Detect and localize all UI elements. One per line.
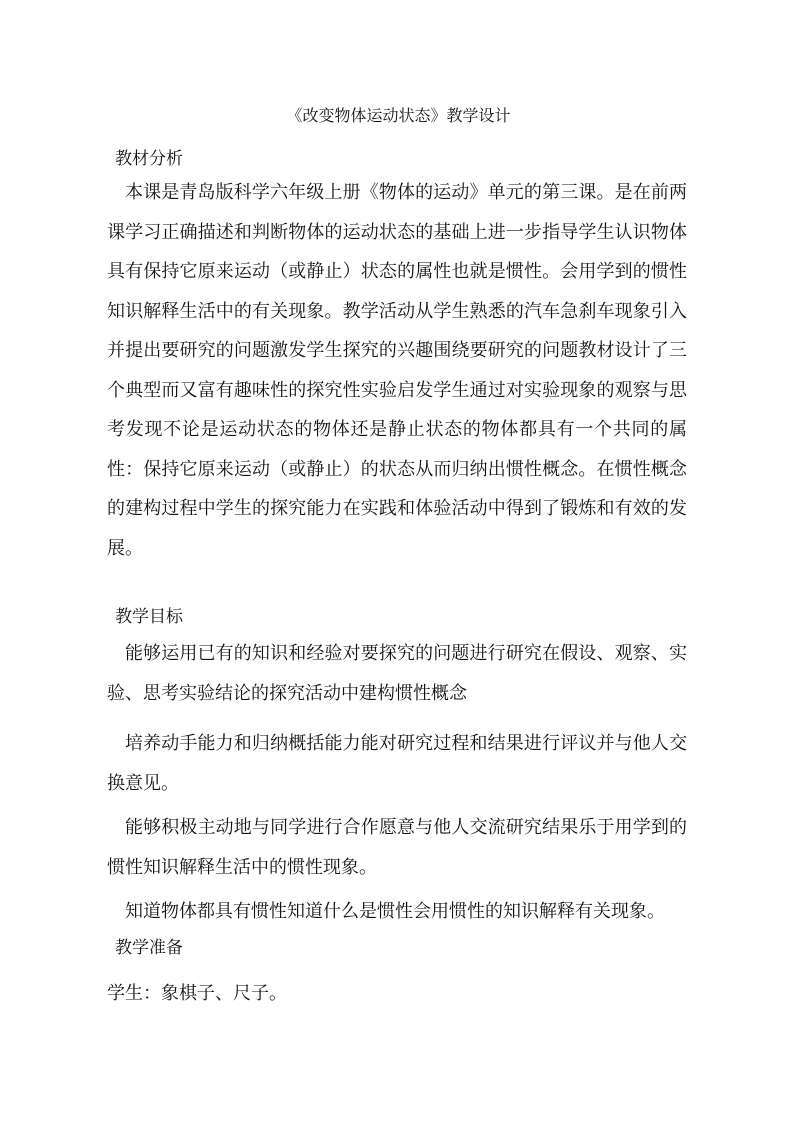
section-heading-teaching-goals: 教学目标 [115, 607, 183, 627]
section-heading-teaching-preparation: 教学准备 [115, 938, 183, 958]
paragraph-textbook-analysis: 本课是青岛版科学六年级上册《物体的运动》单元的第三课。是在前两课学习正确描述和判断物体的运动状态的基础上进一步指导学生认识物体具有保持它原来运动（或静止）状态的属性也就是惯性。会用学到的惯性知识解释生活中的有关现象。教学活动从学生熟悉的汽车急刹车现象引入并提出要研究的问题激发学生探究的兴趣围绕要研究的问题教材设计了三个典型而又富有趣味性的探究性实验启发学生通过对实验现象的观察与思考发现不论是运动状态的物体还是静止状态的物体都具有一个共同的属性：保持它原来运动（或静止）的状态从而归纳出惯性概念。在惯性概念的建构过程中学生的探究能力在实践和体验活动中得到了锻炼和有效的发展。 [107, 182, 687, 559]
paragraph-goal-2: 培养动手能力和归纳概括能力能对研究过程和结果进行评议并与他人交换意见。 [107, 733, 687, 794]
paragraph-goal-1: 能够运用已有的知识和经验对要探究的问题进行研究在假设、观察、实验、思考实验结论的探究活动中建构惯性概念 [107, 643, 687, 704]
paragraph-goal-3: 能够积极主动地与同学进行合作愿意与他人交流研究结果乐于用学到的惯性知识解释生活中的惯性现象。 [107, 817, 687, 878]
paragraph-goal-4: 知道物体都具有惯性知道什么是惯性会用惯性的知识解释有关现象。 [125, 901, 665, 922]
preparation-text: 学生：象棋子、尺子。 [107, 983, 287, 1004]
document-title: 《改变物体运动状态》教学设计 [286, 106, 511, 125]
section-heading-textbook-analysis: 教材分析 [115, 149, 183, 169]
